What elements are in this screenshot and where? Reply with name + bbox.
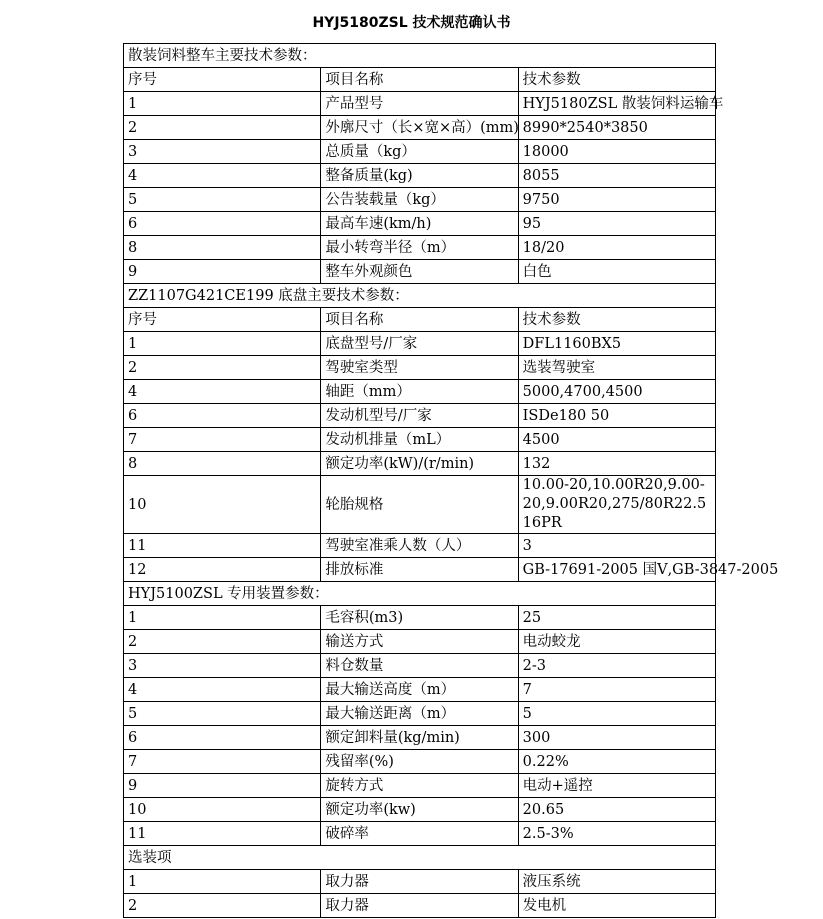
column-header-row	[124, 308, 716, 332]
table-row	[124, 92, 716, 116]
row-value: 2-3	[518, 654, 715, 678]
table-row	[124, 212, 716, 236]
row-index: 2	[124, 894, 321, 918]
row-index: 7	[124, 750, 321, 774]
row-value: 8055	[518, 164, 715, 188]
row-index: 1	[124, 92, 321, 116]
row-value: 5	[518, 702, 715, 726]
row-index: 9	[124, 260, 321, 284]
table-row	[124, 726, 716, 750]
column-header-value: 技术参数	[518, 308, 715, 332]
row-index: 1	[124, 870, 321, 894]
table-row	[124, 236, 716, 260]
row-item-name: 产品型号	[321, 92, 518, 116]
row-item-name: 输送方式	[321, 630, 518, 654]
section-heading-row	[124, 44, 716, 68]
table-row	[124, 630, 716, 654]
row-index: 11	[124, 822, 321, 846]
row-value: 4500	[518, 428, 715, 452]
table-row	[124, 260, 716, 284]
row-item-name: 总质量（kg）	[321, 140, 518, 164]
row-index: 10	[124, 476, 321, 534]
row-item-name: 残留率(%)	[321, 750, 518, 774]
row-value: 5000,4700,4500	[518, 380, 715, 404]
table-row	[124, 750, 716, 774]
row-value: 95	[518, 212, 715, 236]
column-header-index: 序号	[124, 68, 321, 92]
row-index: 1	[124, 606, 321, 630]
row-value: 20.65	[518, 798, 715, 822]
table-row	[124, 678, 716, 702]
row-index: 12	[124, 558, 321, 582]
row-item-name: 旋转方式	[321, 774, 518, 798]
row-item-name: 发动机排量（mL）	[321, 428, 518, 452]
table-row	[124, 798, 716, 822]
section-heading: 散装饲料整车主要技术参数：	[124, 44, 716, 68]
table-row	[124, 116, 716, 140]
row-item-name: 最高车速(km/h)	[321, 212, 518, 236]
row-value: 2.5-3%	[518, 822, 715, 846]
row-item-name: 底盘型号/厂家	[321, 332, 518, 356]
row-index: 5	[124, 702, 321, 726]
section-heading-row	[124, 284, 716, 308]
row-item-name: 整车外观颜色	[321, 260, 518, 284]
section-heading-row	[124, 846, 716, 870]
row-item-name: 取力器	[321, 894, 518, 918]
row-index: 8	[124, 452, 321, 476]
row-value: 0.22%	[518, 750, 715, 774]
row-index: 8	[124, 236, 321, 260]
row-index: 2	[124, 630, 321, 654]
row-value: 132	[518, 452, 715, 476]
table-row	[124, 380, 716, 404]
row-item-name: 料仓数量	[321, 654, 518, 678]
table-row	[124, 188, 716, 212]
section-heading: 选装项	[124, 846, 716, 870]
row-index: 1	[124, 332, 321, 356]
table-row	[124, 164, 716, 188]
row-item-name: 轴距（mm）	[321, 380, 518, 404]
row-value: 8990*2540*3850	[518, 116, 715, 140]
spec-table	[123, 43, 779, 918]
table-row	[124, 822, 716, 846]
row-value: HYJ5180ZSL 散装饲料运输车	[518, 92, 715, 116]
column-header-item: 项目名称	[321, 68, 518, 92]
section-heading: HYJ5100ZSL 专用装置参数：	[124, 582, 716, 606]
row-item-name: 最大输送高度（m）	[321, 678, 518, 702]
row-item-name: 最大输送距离（m）	[321, 702, 518, 726]
row-index: 7	[124, 428, 321, 452]
row-item-name: 破碎率	[321, 822, 518, 846]
row-index: 4	[124, 380, 321, 404]
table-row	[124, 356, 716, 380]
table-row	[124, 702, 716, 726]
row-index: 2	[124, 356, 321, 380]
row-index: 11	[124, 534, 321, 558]
row-value: DFL1160BX5	[518, 332, 715, 356]
row-item-name: 毛容积(m3)	[321, 606, 518, 630]
row-index: 4	[124, 678, 321, 702]
row-index: 6	[124, 404, 321, 428]
table-row	[124, 870, 716, 894]
table-row	[124, 534, 716, 558]
row-item-name: 公告装载量（kg）	[321, 188, 518, 212]
table-row	[124, 654, 716, 678]
table-row	[124, 140, 716, 164]
row-index: 9	[124, 774, 321, 798]
row-item-name: 额定功率(kW)/(r/min)	[321, 452, 518, 476]
table-row	[124, 894, 716, 918]
row-item-name: 额定功率(kw)	[321, 798, 518, 822]
row-item-name: 外廓尺寸（长×宽×高）(mm)	[321, 116, 518, 140]
row-value: 液压系统	[518, 870, 715, 894]
row-item-name: 排放标准	[321, 558, 518, 582]
row-item-name: 驾驶室类型	[321, 356, 518, 380]
row-index: 6	[124, 726, 321, 750]
row-index: 5	[124, 188, 321, 212]
row-index: 3	[124, 140, 321, 164]
row-item-name: 额定卸料量(kg/min)	[321, 726, 518, 750]
row-item-name: 发动机型号/厂家	[321, 404, 518, 428]
table-row	[124, 428, 716, 452]
table-row	[124, 332, 716, 356]
column-header-value: 技术参数	[518, 68, 715, 92]
row-value: 9750	[518, 188, 715, 212]
row-value: 白色	[518, 260, 715, 284]
row-value: 发电机	[518, 894, 715, 918]
row-value: 3	[518, 534, 715, 558]
table-row	[124, 606, 716, 630]
row-value: 18/20	[518, 236, 715, 260]
row-value: 电动+遥控	[518, 774, 715, 798]
row-value: GB-17691-2005 国Ⅴ,GB-3847-2005	[518, 558, 715, 582]
section-heading: ZZ1107G421CE199 底盘主要技术参数：	[124, 284, 716, 308]
column-header-row	[124, 68, 716, 92]
row-value: 18000	[518, 140, 715, 164]
column-header-item: 项目名称	[321, 308, 518, 332]
row-item-name: 整备质量(kg)	[321, 164, 518, 188]
row-index: 4	[124, 164, 321, 188]
row-value: 10.00-20,10.00R20,9.00-20,9.00R20,275/80R22.5 16PR	[518, 476, 715, 534]
row-item-name: 最小转弯半径（m）	[321, 236, 518, 260]
column-header-index: 序号	[124, 308, 321, 332]
row-index: 3	[124, 654, 321, 678]
table-row	[124, 774, 716, 798]
row-value: 25	[518, 606, 715, 630]
row-index: 2	[124, 116, 321, 140]
table-row	[124, 476, 716, 534]
table-row	[124, 452, 716, 476]
row-value: ISDe180 50	[518, 404, 715, 428]
row-item-name: 驾驶室准乘人数（人）	[321, 534, 518, 558]
row-index: 10	[124, 798, 321, 822]
table-row	[124, 558, 716, 582]
section-heading-row	[124, 582, 716, 606]
row-index: 6	[124, 212, 321, 236]
table-row	[124, 404, 716, 428]
document-title: HYJ5180ZSL 技术规范确认书	[312, 15, 511, 31]
row-item-name: 取力器	[321, 870, 518, 894]
row-value: 7	[518, 678, 715, 702]
row-value: 选装驾驶室	[518, 356, 715, 380]
row-item-name: 轮胎规格	[321, 476, 518, 534]
row-value: 300	[518, 726, 715, 750]
row-value: 电动蛟龙	[518, 630, 715, 654]
